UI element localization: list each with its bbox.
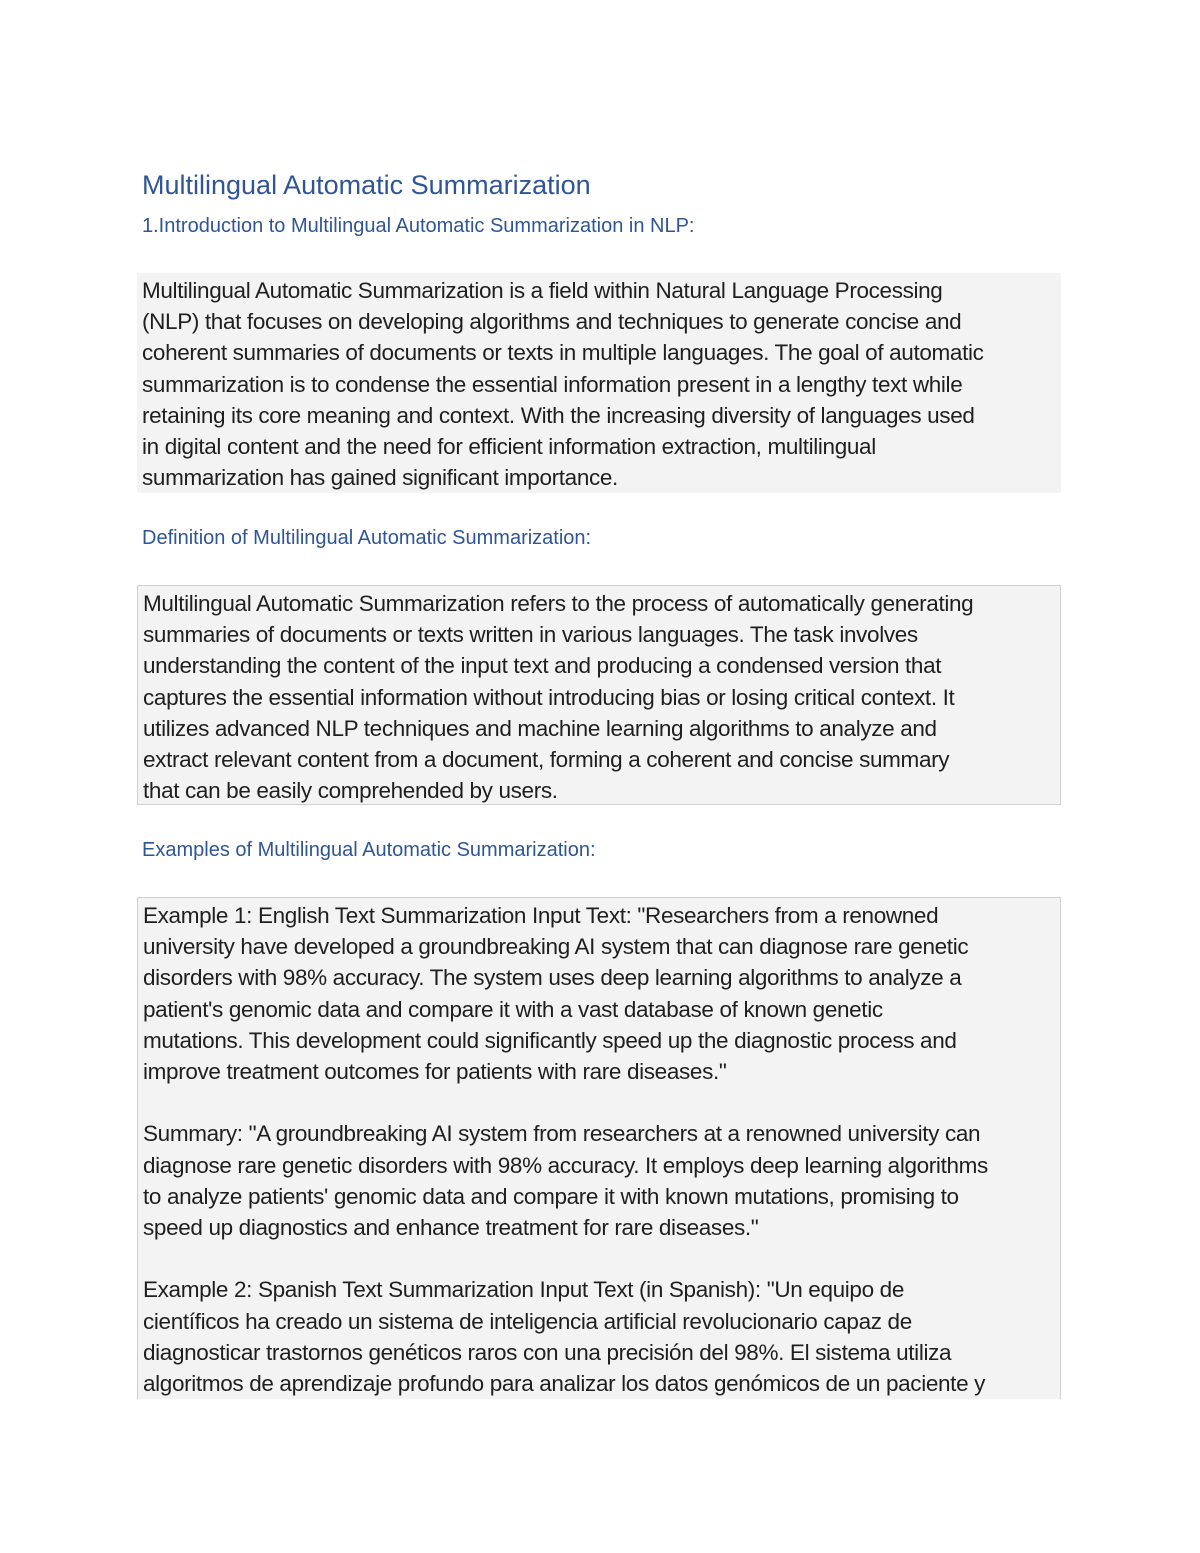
introduction-line: Multilingual Automatic Summarization is a field within Natural Language Processing bbox=[142, 278, 943, 303]
summary1-line: speed up diagnostics and enhance treatment for rare diseases." bbox=[143, 1215, 759, 1241]
section-heading-definition: Definition of Multilingual Automatic Summarization: bbox=[142, 527, 592, 549]
examples-text-block bbox=[137, 897, 1061, 1399]
introduction-line: coherent summaries of documents or texts in multiple languages. The goal of automatic bbox=[142, 340, 984, 366]
example1-line: patient's genomic data and compare it with a vast database of known genetic bbox=[143, 996, 883, 1022]
introduction-text-block bbox=[137, 273, 1061, 493]
example2-line: científicos ha creado un sistema de inteligencia artificial revolucionario capaz de bbox=[143, 1308, 912, 1334]
example2-line: Example 2: Spanish Text Summarization Input Text (in Spanish): "Un equipo de bbox=[143, 1277, 904, 1303]
definition-line: extract relevant content from a document, forming a coherent and concise summary bbox=[143, 747, 950, 773]
definition-line: summaries of documents or texts written in various languages. The task involves bbox=[143, 622, 918, 648]
introduction-line: summarization is to condense the essential information present in a lengthy text while bbox=[142, 371, 963, 397]
example2-line: algoritmos de aprendizaje profundo para analizar los datos genómicos de un paciente y bbox=[143, 1371, 986, 1397]
section-heading-introduction: 1.Introduction to Multilingual Automatic Summarization in NLP: bbox=[142, 215, 695, 237]
example1-line: mutations. This development could significantly speed up the diagnostic process and bbox=[143, 1027, 957, 1053]
definition-line: utilizes advanced NLP techniques and machine learning algorithms to analyze and bbox=[143, 715, 937, 741]
example1-line: Example 1: English Text Summarization Input Text: "Researchers from a renowned bbox=[143, 903, 939, 928]
section-heading-examples: Examples of Multilingual Automatic Summarization: bbox=[142, 839, 596, 861]
example1-line: university have developed a groundbreaking AI system that can diagnose rare genetic bbox=[143, 934, 969, 960]
example1-line: improve treatment outcomes for patients with rare diseases." bbox=[143, 1059, 727, 1085]
introduction-line: summarization has gained significant importance. bbox=[142, 465, 618, 491]
summary1-line: Summary: "A groundbreaking AI system from researchers at a renowned university can bbox=[143, 1121, 981, 1147]
paragraph-spacer bbox=[143, 1087, 1054, 1118]
summary1-line: to analyze patients' genomic data and compare it with known mutations, promising to bbox=[143, 1183, 959, 1209]
definition-line: that can be easily comprehended by users. bbox=[143, 778, 558, 804]
introduction-line: in digital content and the need for efficient information extraction, multilingual bbox=[142, 434, 876, 460]
introduction-line: retaining its core meaning and context. With the increasing diversity of languages used bbox=[142, 402, 975, 428]
definition-line: captures the essential information without introducing bias or losing critical context. It bbox=[143, 684, 955, 710]
example1-line: disorders with 98% accuracy. The system uses deep learning algorithms to analyze a bbox=[143, 965, 962, 991]
definition-text-block bbox=[137, 585, 1061, 805]
page-title: Multilingual Automatic Summarization bbox=[142, 170, 591, 200]
summary1-line: diagnose rare genetic disorders with 98% accuracy. It employs deep learning algorithms bbox=[143, 1152, 988, 1178]
definition-line: understanding the content of the input text and producing a condensed version that bbox=[143, 653, 942, 679]
paragraph-spacer bbox=[143, 1243, 1054, 1274]
example2-line: diagnosticar trastornos genéticos raros con una precisión del 98%. El sistema utiliza bbox=[143, 1339, 952, 1365]
definition-line: Multilingual Automatic Summarization refers to the process of automatically generating bbox=[143, 591, 974, 616]
introduction-line: (NLP) that focuses on developing algorithms and techniques to generate concise and bbox=[142, 309, 962, 335]
